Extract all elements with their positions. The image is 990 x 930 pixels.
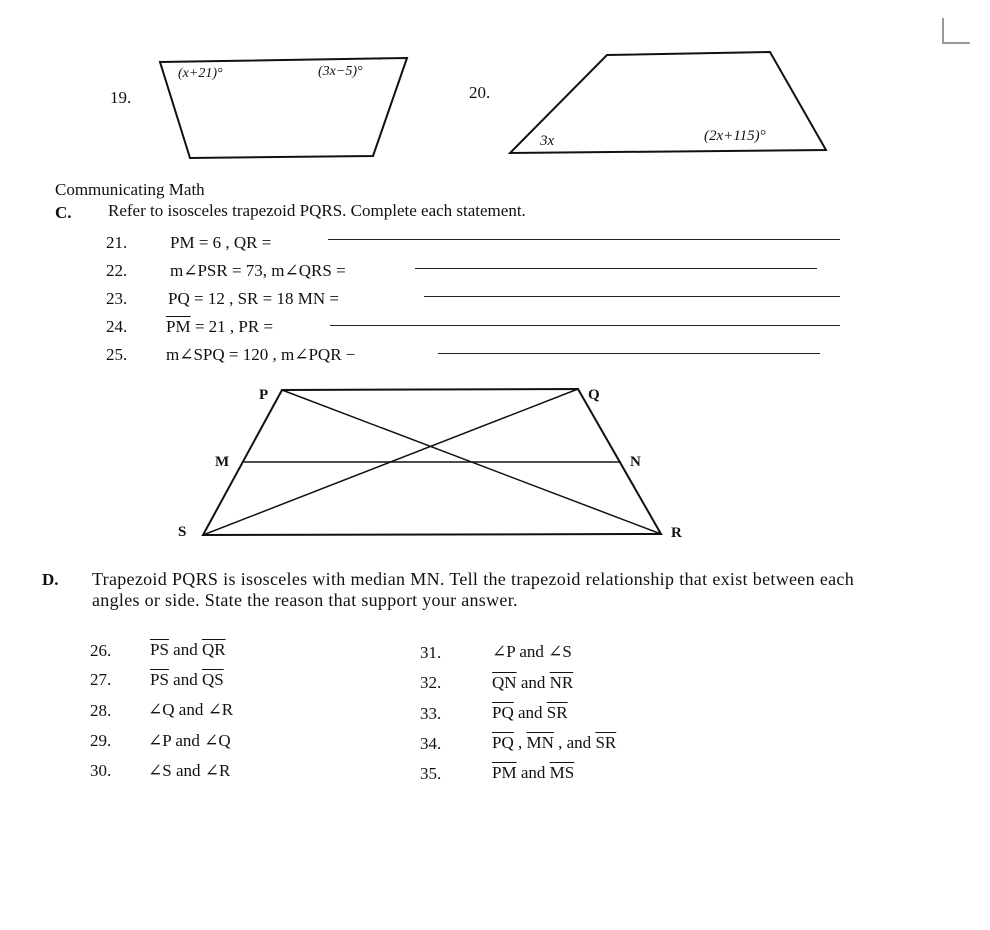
item-21-answer-line[interactable] [328,239,840,240]
problem-20-number: 20. [469,83,491,102]
item-30-text: ∠S and ∠R [148,761,231,780]
item-34-seg-c: $\overline{SR}$ [595,733,617,752]
section-d-letter: D. [42,570,59,589]
item-21-number: 21. [106,233,128,252]
item-28-text: ∠Q and ∠R [148,700,234,719]
vertex-label-n: N [630,454,641,470]
item-27-mid: and [168,670,202,689]
item-32-mid: and [516,673,550,692]
item-29-text: ∠P and ∠Q [148,731,231,750]
item-26-number: 26. [90,641,112,660]
item-35-seg-a: $\overline{PM}$ [492,763,517,782]
item-31-number: 31. [420,643,442,662]
item-25-text: m∠SPQ = 120 , m∠PQR − [166,345,356,364]
vertex-label-s: S [178,524,187,540]
item-32-seg-a: $\overline{QN}$ [492,673,517,692]
item-23-number: 23. [106,289,128,308]
problem-19-number: 19. [110,88,132,107]
vertex-label-r: R [671,525,682,541]
item-34-text [492,733,616,753]
item-30-number: 30. [90,761,112,780]
item-27-number: 27. [90,670,112,689]
item-34-seg-b: $\overline{MN}$ [526,733,554,752]
item-25-number: 25. [106,345,128,364]
item-21-text: PM = 6 , QR = [170,233,272,252]
item-33-mid: and [513,703,547,722]
item-26-seg-a: $\overline{PS}$ [150,640,169,659]
item-32-text [492,673,573,693]
item-22-answer-line[interactable] [415,268,817,269]
item-35-number: 35. [420,764,442,783]
item-27-text [150,670,224,690]
section-d-instruction: Trapezoid PQRS is isosceles with median MN. Tell the trapezoid relationship that exist between each angles or side. State the reason that support your answer. [92,569,854,610]
item-24-number: 24. [106,317,128,336]
item-27-seg-a: $\overline{PS}$ [150,670,169,689]
item-26-text [150,640,226,660]
item-32-number: 32. [420,673,442,692]
section-c-letter: C. [55,203,72,222]
item-22-number: 22. [106,261,128,280]
item-25-answer-line[interactable] [438,353,820,354]
vertex-label-p: P [259,387,269,403]
problem-20-angle-left: 3x [540,133,555,149]
trapezoid-pqrs [203,389,661,535]
item-33-seg-a: $\overline{PQ}$ [492,703,514,722]
trapezoid-20 [510,52,826,153]
item-34-number: 34. [420,734,442,753]
item-33-number: 33. [420,704,442,723]
item-28-number: 28. [90,701,112,720]
item-24-answer-line[interactable] [330,325,840,326]
item-34-seg-a: $\overline{PQ}$ [492,733,514,752]
item-27-seg-b: $\overline{QS}$ [201,670,224,689]
item-26-mid: and [168,640,202,659]
item-23-answer-line[interactable] [424,296,840,297]
vertex-label-q: Q [588,387,600,403]
item-23-text: PQ = 12 , SR = 18 MN = [168,289,339,308]
item-26-seg-b: $\overline{QR}$ [201,640,226,659]
item-35-mid: and [516,763,550,782]
section-c-instruction: Refer to isosceles trapezoid PQRS. Complete each statement. [108,201,526,220]
item-34-mid2: , and [553,733,596,752]
section-c-title: Communicating Math [55,180,205,199]
item-22-text: m∠PSR = 73, m∠QRS = [170,261,346,280]
item-31-text: ∠P and ∠S [492,642,572,661]
item-24-segment: $\overline{PM}$ [166,317,191,336]
item-34-mid: , [513,733,527,752]
item-24-rest: = 21 , PR = [190,317,274,336]
item-33-seg-b: $\overline{SR}$ [546,703,568,722]
item-24-text [166,317,273,337]
problem-19-angle-left: (x+21)° [178,66,223,81]
problem-20-angle-right: (2x+115)° [704,128,766,144]
item-29-number: 29. [90,731,112,750]
item-35-text [492,763,574,783]
vertex-label-m: M [215,454,230,470]
item-35-seg-b: $\overline{MS}$ [549,763,575,782]
item-33-text [492,703,568,723]
item-32-seg-b: $\overline{NR}$ [549,673,574,692]
problem-19-angle-right: (3x−5)° [318,64,363,79]
